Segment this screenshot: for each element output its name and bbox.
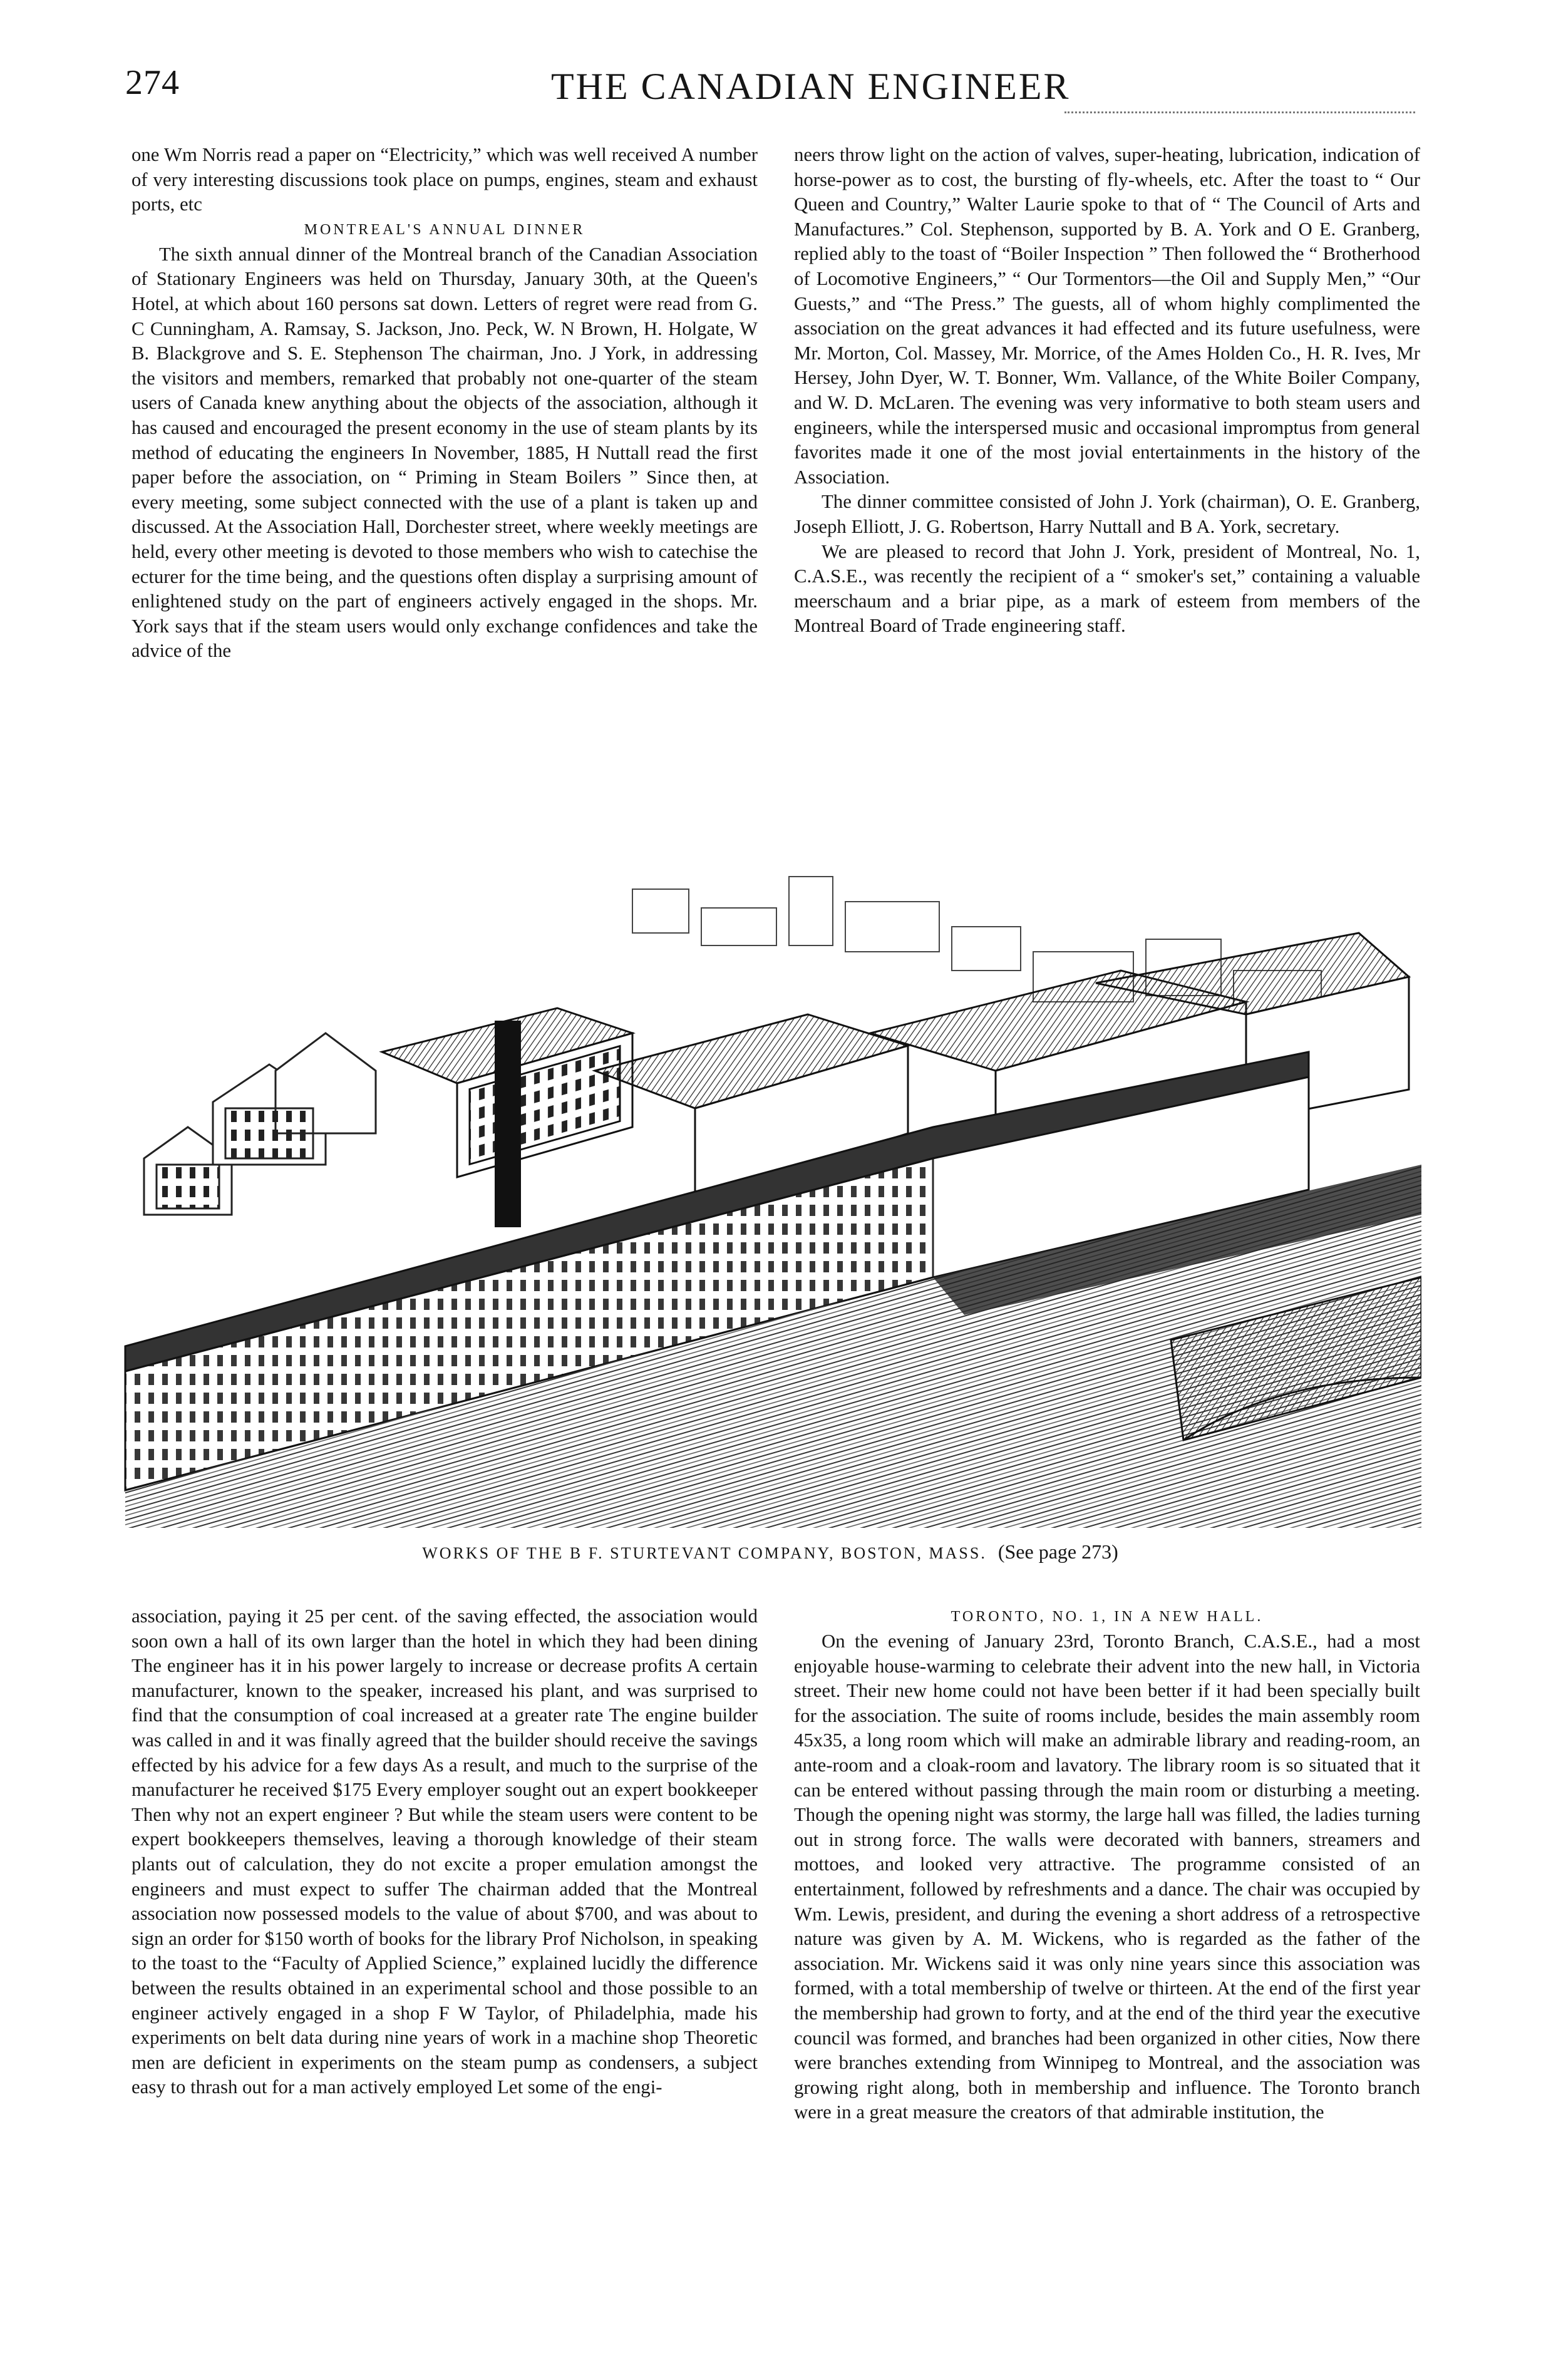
- paragraph-toasts: neers throw light on the action of valves, super-heating, lubrication, indication of horse-power as to cost, the bursting of fly-wheels, etc. After the toast to “ Our Queen and Country,” Walter Laurie spoke to that of “ The Council of Arts and Manufactures.” Col. Stephenson, supported by B. A. York and O E. Granberg, replied ably to the toast of “Boiler Inspection ” Then followed the “ Brotherhood of Locomotive Engineers,” “ Our Tormentors—the Oil and Supply Men,” “Our Guests,” and “The Press.” The guests, all of whom highly complimented the association on the great advances it had effected and its future usefulness, were Mr. Morton, Col. Massey, Mr. Morrice, of the Ames Holden Co., H. R. Ives, Mr Hersey, John Dyer, W. T. Bonner, Wm. Vallance, of the White Boiler Company, and W. D. McLaren. The evening was very informative to both steam users and engineers, while the interspersed music and occasional impromptus from general favorites made it one of the most jovial entertainments in the history of the Association.: [794, 144, 1420, 488]
- paragraph-smokers-set: We are pleased to record that John J. York, president of Montreal, No. 1, C.A.S.E., was recently the recipient of a “ smoker's set,” containing a valuable meerschaum and a briar pipe, as a mark of esteem from members of the Montreal Board of Trade engineering staff.: [794, 540, 1420, 637]
- factory-illustration: [119, 864, 1421, 1528]
- column-bottom-left: [131, 1604, 758, 2100]
- header-rule: [1064, 111, 1415, 120]
- paragraph-toronto-new-hall: On the evening of January 23rd, Toronto Branch, C.A.S.E., had a most enjoyable house-warming to celebrate their advent into the new hall, in Victoria street. Their new home could not have been better if it had been specially built for the association. The suite of rooms include, besides the main assembly room 45x35, a long room which will make an admirable library and reading-room, an ante-room and a cloak-room and lavatory. The library room is so situated that it can be entered without passing through the main room or disturbing a meeting. Though the opening night was stormy, the large hall was filled, the ladies turning out in strong force. The walls were decorated with banners, streamers and mottoes, and looked very attractive. The programme consisted of an entertainment, followed by refreshments and a dance. The chair was occupied by Wm. Lewis, president, and during the evening a short address of a retrospective nature was given by A. M. Wickens, who is regarded as the father of the association. Mr. Wickens said it was only nine years since this association was formed, with a total membership of twelve or thirteen. At the end of the first year the membership had grown to forty, and at the end of the third year the executive council was formed, and branches had been organized in other cities, Now there were branches extending from Winnipeg to Montreal, and the association was growing right along, both in membership and influence. The Toronto branch were in a great measure the creators of that admirable institution, the: [794, 1630, 1420, 2123]
- paragraph-norris-paper: one Wm Norris read a paper on “Electricity,” which was well received A number of very interesting discussions took place on pumps, engines, steam and exhaust ports, etc: [131, 144, 758, 215]
- paragraph-association-savings: association, paying it 25 per cent. of the saving effected, the association would soon own a hall of its own larger than the hotel in which they had been dining The engineer has it in his power largely to increase or decrease profits A certain manufacturer, known to the speaker, increased his plant, and was surprised to find that the consumption of coal increased at a greater rate The engine builder was called in and it was finally agreed that the builder should receive the savings effected by his advice for a few days As a result, and much to the surprise of the manufacturer he received $175 Every employer sought out an expert bookkeeper Then why not an expert engineer ? But while the steam users were content to be expert bookkeepers themselves, leaving a thorough knowledge of their steam plants out of calculation, they do not excite a proper emulation amongst the engineers and must expect to suffer The chairman added that the Montreal association now possessed models to the value of about $700, and was about to sign an order for $150 worth of books for the library Prof Nicholson, in speaking to the toast to the “Faculty of Applied Science,” explained lucidly the difference between the results obtained in an experimental school and those possible to an engineer actively engaged in a shop F W Taylor, of Philadelphia, made his experiments on belt data during nine years of work in a machine shop Theoretic men are deficient in experiments on the steam pump as condensers, a subject easy to thrash out for a man actively employed Let some of the engi-: [131, 1605, 758, 2098]
- section-heading-toronto-hall: TORONTO, NO. 1, IN A NEW HALL.: [951, 1609, 1264, 1625]
- figure-caption: [119, 1540, 1421, 1563]
- paragraph-dinner-committee: The dinner committee consisted of John J. York (chairman), O. E. Granberg, Joseph Elliott, J. G. Robertson, Harry Nuttall and B A. York, secretary.: [794, 491, 1420, 537]
- column-bottom-right: [794, 1604, 1420, 2125]
- caption-page-reference: (See page 273): [997, 1540, 1118, 1563]
- column-top-right: [794, 143, 1420, 639]
- paragraph-montreal-dinner: The sixth annual dinner of the Montreal branch of the Canadian Association of Stationary Engineers was held on Thursday, January 30th, at the Queen's Hotel, at which about 160 persons sat down. Letters of regret were read from G. C Cunningham, A. Ramsay, S. Jackson, Jno. Peck, W. N Brown, H. Holgate, W B. Blackgrove and S. E. Stephenson The chairman, Jno. J York, in addressing the visitors and members, remarked that probably not one-quarter of the steam users of Canada knew anything about the objects of the association, although it has caused and encouraged the present economy in the use of steam plants by its method of educating the engineers In November, 1885, H Nuttall read the first paper before the association, on “ Priming in Steam Boilers ” Since then, at every meeting, some subject connected with the use of a plant is taken up and discussed. At the Association Hall, Dorchester street, where weekly meetings are held, every other meeting is devoted to those members who wish to catechise the ecturer for the time being, and the questions often display a surprising amount of enlightened study on the part of engineers actively engaged in the shops. Mr. York says that if the steam users would only exchange confidences and take the advice of the: [131, 243, 758, 662]
- caption-text: WORKS OF THE B F. STURTEVANT COMPANY, BOSTON, MASS.: [422, 1544, 987, 1562]
- running-title: THE CANADIAN ENGINEER: [551, 66, 1071, 107]
- column-top-left: [131, 143, 758, 664]
- chimney: [495, 1021, 521, 1227]
- section-heading-montreal-dinner: MONTREAL'S ANNUAL DINNER: [304, 221, 585, 238]
- page-number: 274: [125, 63, 180, 102]
